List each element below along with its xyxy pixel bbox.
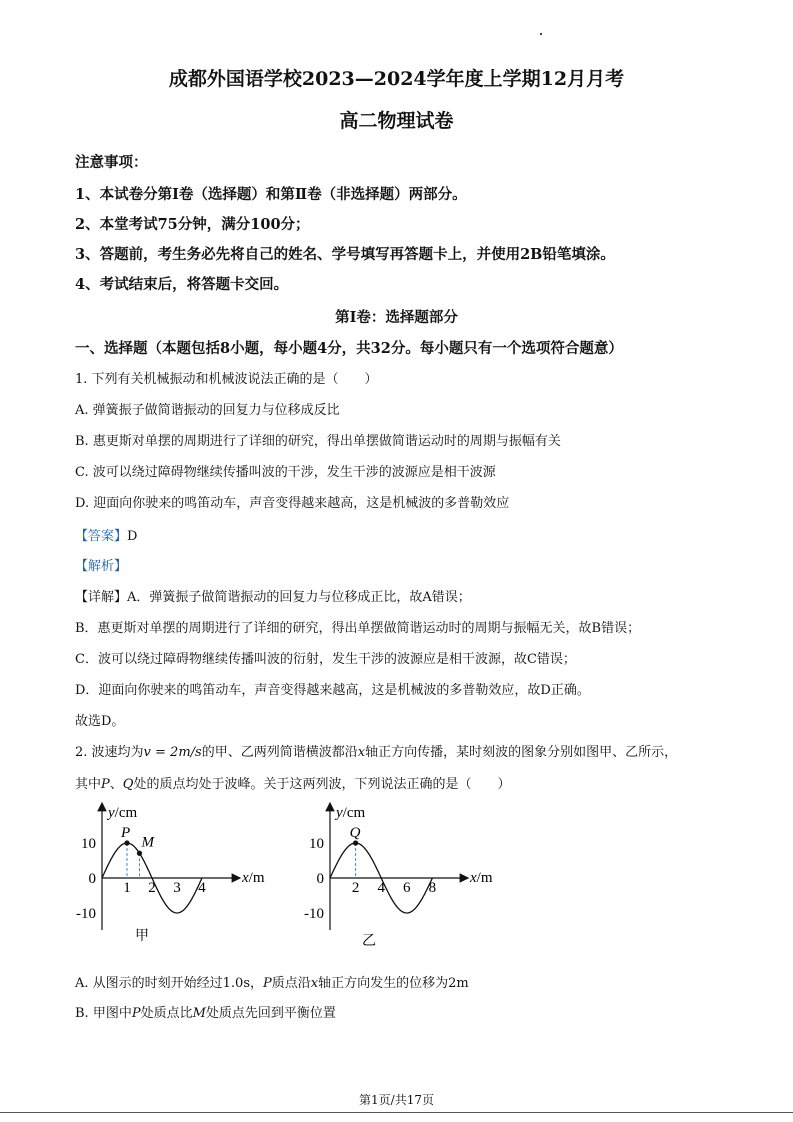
x-tick-label: 8 — [428, 880, 437, 896]
section-heading: 一、选择题（本题包括8小题，每小题4分，共32分。每小题只有一个选项符合题意） — [75, 340, 623, 357]
q2-option-p: P — [131, 1006, 141, 1021]
chart-jia — [76, 803, 265, 944]
x-tick-label: 2 — [351, 880, 360, 896]
page-number: 第1页/共17页 — [359, 1093, 434, 1107]
q2-stem-line2 — [75, 773, 510, 792]
notice-item: 3、答题前，考生务必先将自己的姓名、学号填写再答题卡上，并使用2B铅笔填涂。 — [75, 246, 615, 263]
q1-option-c: C. 波可以绕过障碍物继续传播叫波的干涉，发生干涉的波源应是相干波源 — [75, 465, 496, 480]
q2-stem-text: 的甲、乙两列简谐横波都沿 — [201, 745, 358, 760]
q2-option-a — [75, 972, 469, 991]
q2-option-text: 质点沿 — [271, 976, 311, 991]
q2-stem-text: 处的质点均处于波峰。关于这两列波，下列说法正确的是（ ） — [133, 777, 511, 792]
part1-heading: 第Ⅰ卷：选择题部分 — [335, 309, 458, 326]
q2-stem-sep: 、 — [109, 777, 123, 792]
point-label: Q — [349, 825, 361, 841]
q2-stem-line1 — [75, 741, 677, 760]
q2-option-text: 轴正方向发生的位移为2m — [318, 976, 469, 991]
y-tick-label: 0 — [88, 871, 96, 887]
q2-option-b — [75, 1002, 336, 1021]
q2-point-q: Q — [122, 777, 134, 792]
x-tick-label: 2 — [148, 880, 156, 896]
y-tick-label: 10 — [81, 836, 96, 852]
q1-detail-line: D．迎面向你驶来的鸣笛动车，声音变得越来越高，这是机械波的多普勒效应，故D正确。 — [75, 683, 590, 698]
exam-title: 成都外国语学校2023—2024学年度上学期12月月考 — [168, 68, 625, 90]
footer-divider — [0, 1112, 793, 1113]
q1-option-a: A. 弹簧振子做简谐振动的回复力与位移成反比 — [75, 403, 340, 418]
point-marker — [353, 840, 358, 845]
notice-item: 2、本堂考试75分钟，满分100分； — [75, 216, 310, 233]
y-axis-label: y/cm — [336, 805, 366, 821]
notice-heading: 注意事项： — [75, 154, 148, 171]
x-tick-label: 4 — [198, 880, 206, 896]
detail-tag: 【详解】 — [75, 590, 128, 605]
x-tick-label: 6 — [403, 880, 411, 896]
q2-stem-text: 2. 波速均为 — [75, 745, 144, 760]
q1-detail-line: C．波可以绕过障碍物继续传播叫波的衍射，发生干涉的波源应是相干波源，故C错误； — [75, 652, 576, 667]
notice-item: 4、考试结束后，将答题卡交回。 — [75, 276, 289, 293]
x-axis-label: x/m — [242, 870, 265, 886]
y-tick-label: -10 — [76, 906, 96, 922]
chart-title: 甲 — [135, 929, 149, 944]
q2-option-text: A. 从图示的时刻开始经过1.0s， — [75, 976, 263, 991]
point-marker — [124, 840, 129, 845]
q2-option-m: M — [192, 1006, 206, 1021]
point-label: P — [121, 825, 131, 841]
q1-stem: 1. 下列有关机械振动和机械波说法正确的是（ ） — [75, 372, 378, 387]
q1-option-d: D. 迎面向你驶来的鸣笛动车，声音变得越来越高，这是机械波的多普勒效应 — [75, 496, 510, 511]
x-tick-label: 1 — [123, 880, 131, 896]
q2-option-text: 处质点先回到平衡位置 — [205, 1006, 336, 1021]
q2-speed: v = 2m/s — [143, 745, 202, 760]
chart-title: 乙 — [362, 934, 376, 949]
detail-text: A．弹簧振子做简谐振动的回复力与位移成正比，故A错误； — [127, 590, 471, 605]
analysis-tag: 【解析】 — [75, 559, 128, 574]
x-tick-label: 3 — [173, 880, 181, 896]
point-label: M — [141, 834, 154, 851]
q2-option-text: 处质点比 — [140, 1006, 193, 1021]
q2-stem-text: 其中 — [75, 777, 102, 792]
y-tick-label: 0 — [316, 871, 324, 887]
q1-detail-line: B．惠更斯对单摆的周期进行了详细的研究，得出单摆做简谐运动时的周期与振幅无关，故B错误； — [75, 621, 641, 636]
q1-conclusion: 故选D。 — [75, 714, 125, 729]
point-marker — [137, 851, 142, 856]
answer-tag: 【答案】 — [75, 529, 128, 544]
notice-item: 1、本试卷分第Ⅰ卷（选择题）和第Ⅱ卷（非选择题）两部分。 — [75, 186, 467, 203]
q2-option-text: B. 甲图中 — [75, 1006, 132, 1021]
q2-axis-x: x — [357, 745, 366, 760]
chart-yi — [304, 803, 493, 949]
exam-subtitle: 高二物理试卷 — [339, 110, 454, 132]
wave-figures — [60, 795, 500, 960]
y-axis-label: y/cm — [108, 805, 138, 821]
q2-stem-text: 轴正方向传播，某时刻波的图象分别如图甲、乙所示， — [365, 745, 678, 760]
q1-detail-line — [75, 586, 471, 605]
q2-option-p: P — [263, 976, 272, 991]
y-tick-label: -10 — [304, 906, 324, 922]
y-tick-label: 10 — [309, 836, 324, 852]
q2-option-x: x — [310, 976, 319, 991]
x-axis-label: x/m — [470, 870, 493, 886]
q2-point-p: P — [101, 777, 110, 792]
decorative-dot — [540, 33, 542, 35]
q1-option-b: B. 惠更斯对单摆的周期进行了详细的研究，得出单摆做简谐运动时的周期与振幅有关 — [75, 434, 561, 449]
answer-value: D — [127, 529, 138, 544]
x-tick-label: 4 — [377, 880, 385, 896]
q1-answer-line — [75, 525, 137, 544]
